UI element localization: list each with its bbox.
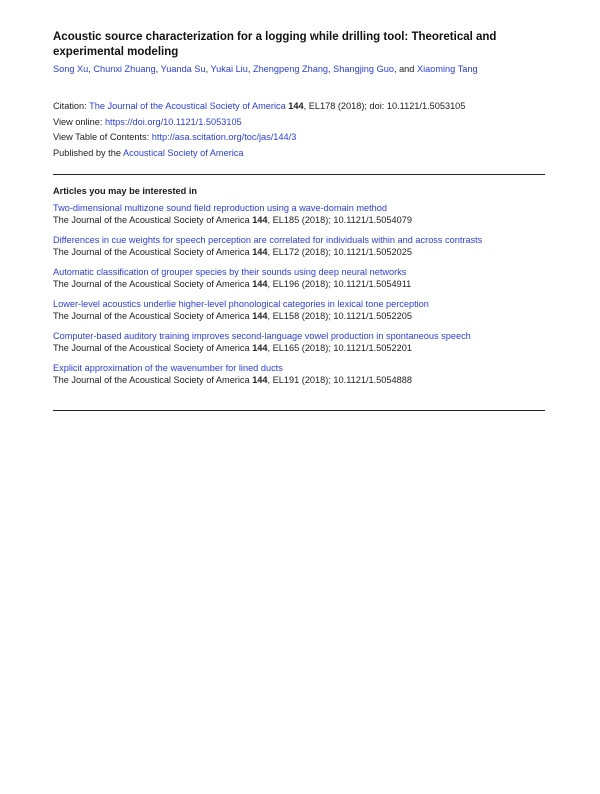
paper-title: Acoustic source characterization for a logging while drilling tool: Theoretical and experimental modeling [53,31,497,58]
doi-link[interactable]: https://doi.org/10.1121/1.5053105 [104,116,242,127]
view-toc-line [53,130,545,146]
related-article [53,363,545,386]
related-article-title-link[interactable]: Explicit approximation of the wavenumber for lined ducts [53,363,283,373]
citation-journal-link[interactable]: The Journal of the Acoustical Society of America [89,101,286,111]
related-article [53,299,545,322]
related-articles-list [53,203,545,386]
related-article-reference: The Journal of the Acoustical Society of America 144, EL165 (2018); 10.1121/1.5052201 [53,342,412,353]
related-article-title-link[interactable]: Automatic classification of grouper species by their sounds using deep neural networks [53,267,407,277]
related-article-reference: The Journal of the Acoustical Society of America 144, EL185 (2018); 10.1121/1.5054079 [53,214,412,225]
view-toc-label: View Table of Contents: [53,132,150,142]
related-article [53,203,545,226]
related-article-reference: The Journal of the Acoustical Society of America 144, EL172 (2018); 10.1121/1.5052025 [53,246,412,257]
related-article [53,331,545,354]
bottom-divider [53,410,545,411]
author-and: and [399,64,415,74]
author-separator: , [155,64,161,74]
citation-volume: 144 [288,101,304,111]
author-link[interactable]: Shangjing Guo [333,64,394,74]
author-link[interactable]: Yuanda Su [160,64,206,74]
author-list [53,63,545,75]
related-article-title-link[interactable]: Differences in cue weights for speech perception are correlated for individuals within and across contrasts [53,235,483,245]
citation-label: Citation: [53,101,87,111]
author-link[interactable]: Chunxi Zhuang [93,64,156,74]
publisher-link[interactable]: Acoustical Society of America [122,147,244,158]
related-article [53,235,545,258]
related-articles-heading: Articles you may be interested in [53,186,197,196]
author-separator: , [328,64,334,74]
author-separator: , [247,64,253,74]
related-article [53,267,545,290]
citation-line [53,99,545,115]
related-article-title-link[interactable]: Computer-based auditory training improves second-language vowel production in spontaneous speech [53,331,471,341]
related-article-title-link[interactable]: Two-dimensional multizone sound field reproduction using a wave-domain method [53,203,387,213]
author-link[interactable]: Xiaoming Tang [416,64,478,74]
view-online-label: View online: [53,116,103,127]
related-article-title-link[interactable]: Lower-level acoustics underlie higher-level phonological categories in lexical tone perception [53,299,429,309]
toc-link[interactable]: http://asa.scitation.org/toc/jas/144/3 [151,132,297,142]
author-link[interactable]: Zhengpeng Zhang [252,64,329,74]
citation-block [53,99,545,161]
author-separator: , [393,64,400,74]
view-online-line [53,115,545,131]
author-separator: , [205,64,211,74]
author-separator: , [88,64,94,74]
related-article-reference: The Journal of the Acoustical Society of America 144, EL196 (2018); 10.1121/1.5054911 [53,278,412,289]
published-by-line [53,146,545,162]
author-link[interactable]: Yukai Liu [210,64,248,74]
related-article-reference: The Journal of the Acoustical Society of America 144, EL191 (2018); 10.1121/1.5054888 [53,374,412,385]
citation-rest: , EL178 (2018); doi: 10.1121/1.5053105 [303,101,466,111]
top-divider [53,174,545,175]
author-link[interactable]: Song Xu [53,64,89,74]
published-by-label: Published by the [53,147,121,158]
cover-content [53,30,545,411]
related-article-reference: The Journal of the Acoustical Society of America 144, EL158 (2018); 10.1121/1.5052205 [53,310,412,321]
